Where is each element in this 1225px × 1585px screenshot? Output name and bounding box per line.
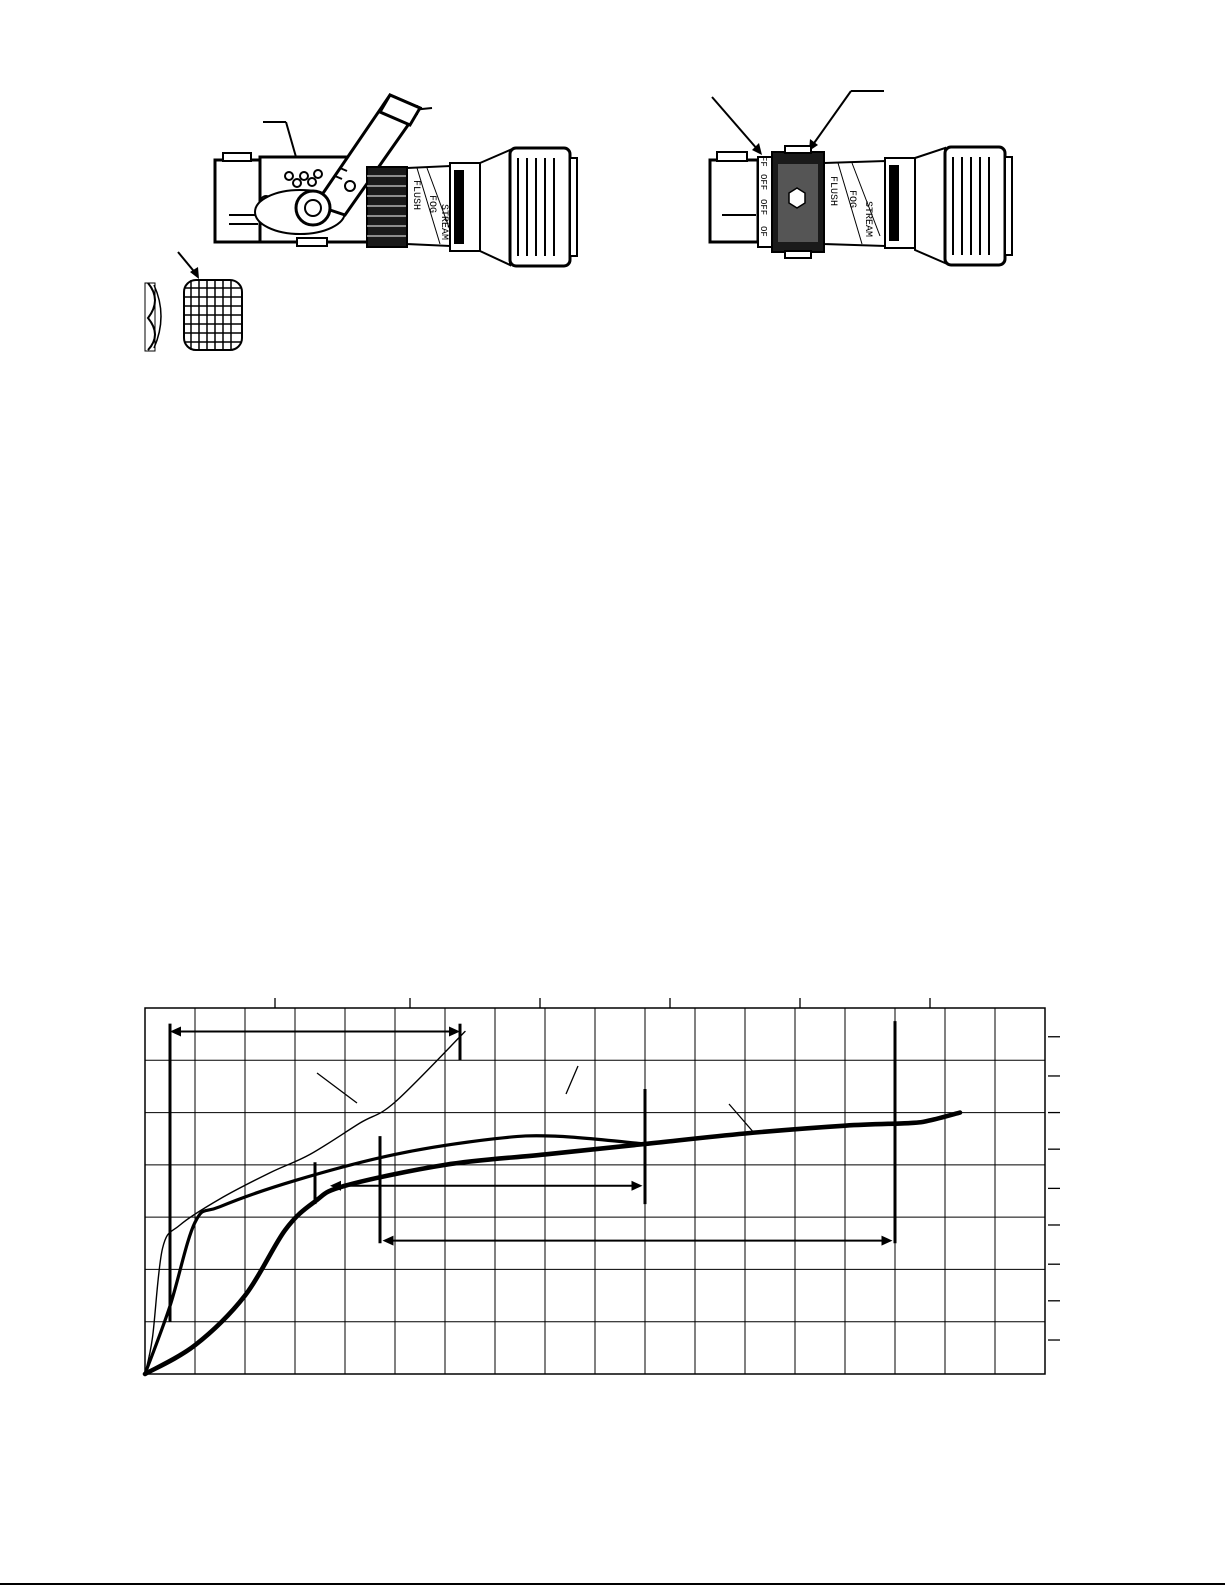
leader-line-thin <box>317 1073 357 1103</box>
range-arrowhead-left <box>383 1236 394 1246</box>
range-arrowhead-right <box>882 1236 893 1246</box>
twist-shutoff-nozzle-icon <box>710 91 1012 265</box>
right-fog-label: FOG <box>846 190 857 209</box>
right-flush-label: FLUSH <box>827 176 838 207</box>
collar-label-4: OF <box>758 226 768 237</box>
collar-label-1: FF <box>758 156 768 167</box>
performance-chart <box>145 998 1060 1374</box>
range-arrowhead-right <box>449 1027 460 1037</box>
pistol-grip-nozzle-icon <box>215 95 577 266</box>
leader-line-thick <box>729 1104 755 1134</box>
left-flush-label: FLUSH <box>410 180 421 211</box>
chart-markers <box>170 1021 895 1322</box>
left-stream-label: STREAM <box>438 204 449 241</box>
right-stream-label: STREAM <box>862 201 873 238</box>
left-fog-label: FOG <box>426 195 437 214</box>
leader-lines <box>317 1066 755 1134</box>
top-axis-ticks <box>275 998 930 1008</box>
collar-label-2: OFF <box>758 174 768 191</box>
series-line-thin <box>145 1032 465 1374</box>
leader-line-medium <box>566 1066 578 1094</box>
right-axis-ticks <box>1048 1037 1060 1340</box>
screen-mesh-detail-icon <box>145 252 242 351</box>
chart-series <box>145 1032 960 1374</box>
series-line-thick <box>145 1113 960 1374</box>
range-arrowhead-right <box>632 1181 643 1191</box>
range-arrowhead-left <box>170 1027 181 1037</box>
collar-label-3: OFF <box>758 199 768 216</box>
chart-grid <box>145 1008 1045 1374</box>
